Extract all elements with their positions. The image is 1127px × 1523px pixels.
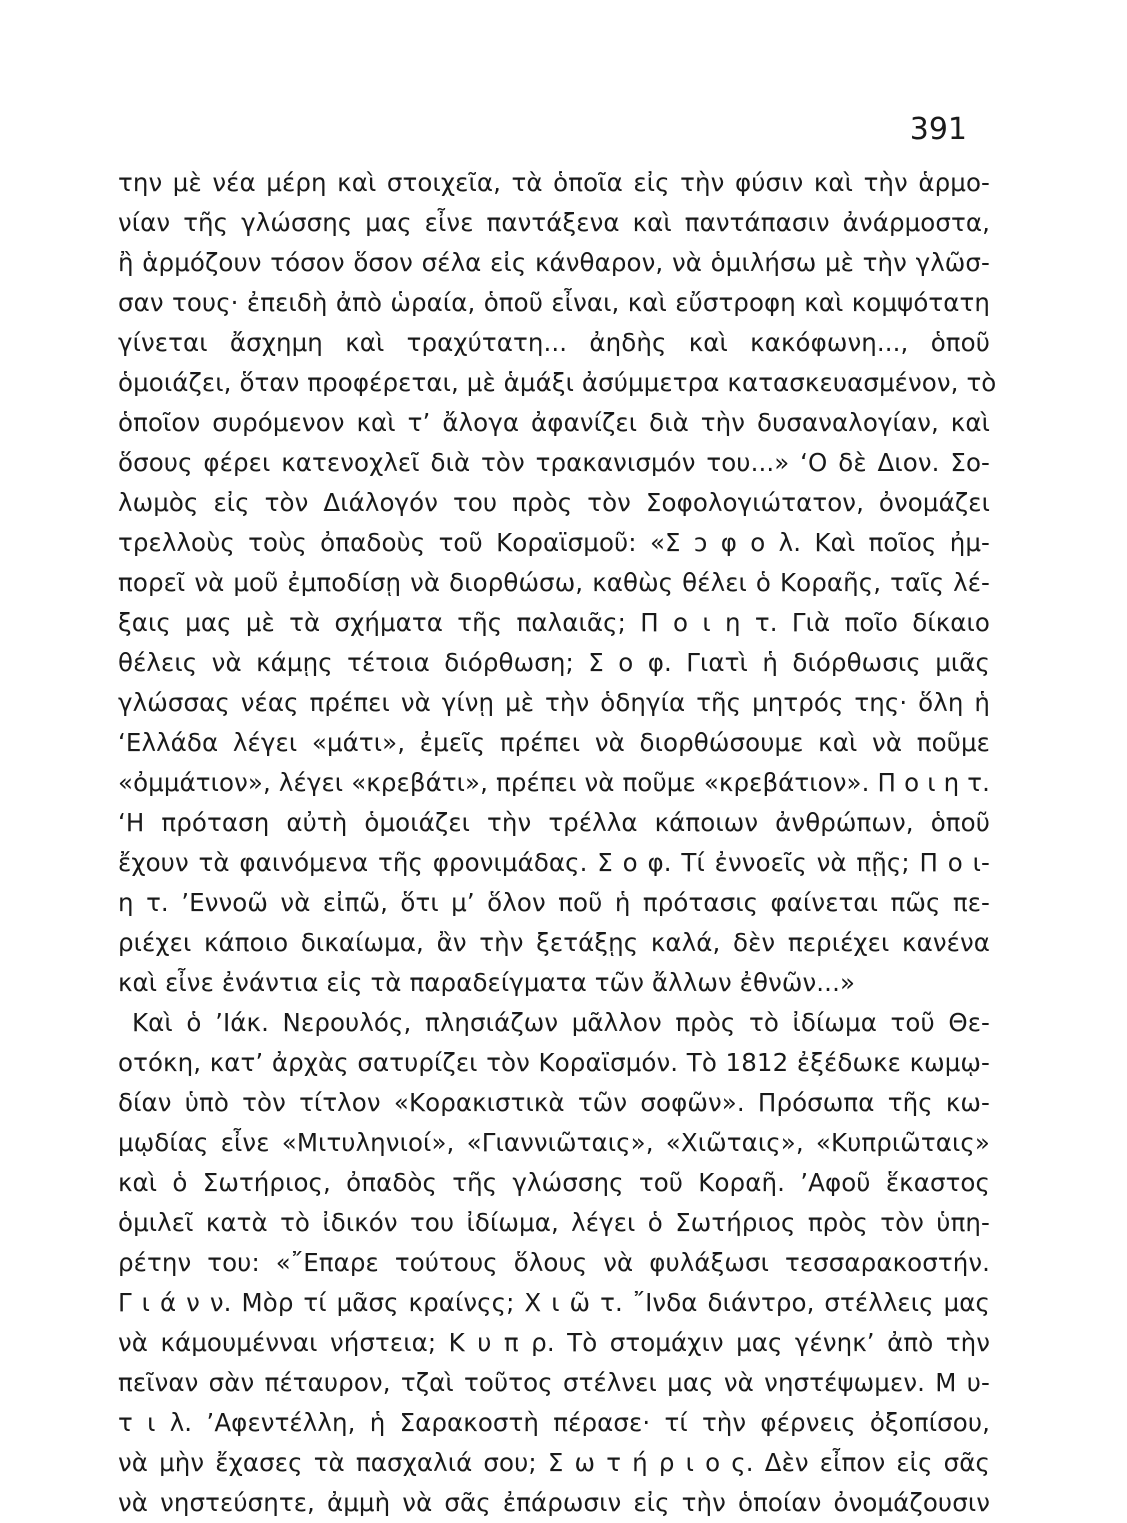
text-line: γλώσσας νέας πρέπει νὰ γίνῃ μὲ τὴν ὁδηγία τῆς μητρός της· ὅλη ἡ (118, 688, 990, 717)
text-line: νὰ κάμουμένναι νήστεια; Κ υ π ρ. Τὸ στομάχιν μας γένηκ’ ἀπὸ τὴν (118, 1328, 990, 1357)
text-line: ἔχουν τὰ φαινόμενα τῆς φρονιμάδας. Σ ο φ. Τί ἐννοεῖς νὰ πῇς; Π ο ι- (118, 848, 990, 877)
text-line: ὁμοιάζει, ὅταν προφέρεται, μὲ ἁμάξι ἀσύμμετρα κατασκευασμένον, τὸ (118, 368, 997, 397)
text-line: σαν τους· ἐπειδὴ ἀπὸ ὡραία, ὁποῦ εἶναι, καὶ εὔστροφη καὶ κομψότατη (118, 288, 990, 317)
text-line: ξαις μας μὲ τὰ σχήματα τῆς παλαιᾶς; Π ο ι η τ. Γιὰ ποῖο δίκαιο (118, 608, 990, 637)
text-line: καὶ εἶνε ἐνάντια εἰς τὰ παραδείγματα τῶν ἄλλων ἐθνῶν...» (118, 968, 856, 997)
text-line: ὅσους φέρει κατενοχλεῖ διὰ τὸν τρακανισμόν του...» ‘Ο δὲ Διον. Σο- (118, 448, 990, 477)
text-line: «ὀμμάτιον», λέγει «κρεβάτι», πρέπει νὰ ποῦμε «κρεβάτιον». Π ο ι η τ. (118, 768, 990, 797)
text-line: ὁποῖον συρόμενον καὶ τ’ ἄλογα ἀφανίζει διὰ τὴν δυσαναλογίαν, καὶ (118, 408, 990, 437)
text-line: θέλεις νὰ κάμῃς τέτοια διόρθωση; Σ ο φ. Γιατὶ ἡ διόρθωσις μιᾶς (118, 648, 990, 677)
text-line: δίαν ὑπὸ τὸν τίτλον «Κορακιστικὰ τῶν σοφῶν». Πρόσωπα τῆς κω- (118, 1088, 990, 1117)
text-line: ρέτην του: «῎Επαρε τούτους ὅλους νὰ φυλάξωσι τεσσαρακοστήν. (118, 1248, 990, 1277)
text-line: Καὶ ὁ ’Ιάκ. Νερουλός, πλησιάζων μᾶλλον πρὸς τὸ ἰδίωμα τοῦ Θε- (132, 1008, 990, 1037)
text-line: καὶ ὁ Σωτήριος, ὀπαδὸς τῆς γλώσσης τοῦ Κοραῆ. ’Αφοῦ ἕκαστος (118, 1168, 990, 1197)
text-line: γίνεται ἄσχημη καὶ τραχύτατη... ἀηδὴς καὶ κακόφωνη..., ὁποῦ (118, 328, 990, 357)
text-line: πορεῖ νὰ μοῦ ἐμποδίσῃ νὰ διορθώσω, καθὼς θέλει ὁ Κοραῆς, ταῖς λέ- (118, 568, 990, 597)
text-line: λωμὸς εἰς τὸν Διάλογόν του πρὸς τὸν Σοφολογιώτατον, ὀνομάζει (118, 488, 990, 517)
page-number: 391 (909, 112, 967, 147)
text-line: τ ι λ. ’Αφεντέλλη, ἡ Σαρακοστὴ πέρασε· τί τὴν φέρνεις ὀξοπίσου, (118, 1408, 990, 1437)
text-line: τρελλοὺς τοὺς ὀπαδοὺς τοῦ Κοραϊσμοῦ: «Σ ͻ φ ο λ. Καὶ ποῖος ἠμ- (118, 528, 990, 557)
text-line: ὁμιλεῖ κατὰ τὸ ἰδικόν του ἰδίωμα, λέγει ὁ Σωτήριος πρὸς τὸν ὑπη- (118, 1208, 990, 1237)
text-line: ‘Ελλάδα λέγει «μάτι», ἐμεῖς πρέπει νὰ διορθώσουμε καὶ νὰ ποῦμε (118, 728, 990, 757)
text-line: νὰ μὴν ἔχασες τὰ πασχαλιά σου; Σ ω τ ή ρ ι ο ς. Δὲν εἶπον εἰς σᾶς (118, 1448, 990, 1477)
body-text (118, 163, 997, 1523)
text-line: ‘Η πρόταση αὐτὴ ὁμοιάζει τὴν τρέλλα κάποιων ἀνθρώπων, ὁποῦ (118, 808, 990, 837)
text-line: ἢ ἁρμόζουν τόσον ὅσον σέλα εἰς κάνθαρον, νὰ ὁμιλήσω μὲ τὴν γλῶσ- (118, 248, 990, 277)
text-line: νὰ νηστεύσητε, ἀμμὴ νὰ σᾶς ἐπάρωσιν εἰς τὴν ὁποίαν ὀνομάζουσιν (118, 1488, 990, 1517)
text-line: μῳδίας εἶνε «Μιτυληνιοί», «Γιαννιῶταις», «Χιῶταις», «Κυπριῶταις» (118, 1128, 990, 1157)
text-line: την μὲ νέα μέρη καὶ στοιχεῖα, τὰ ὁποῖα εἰς τὴν φύσιν καὶ τὴν ἁρμο- (118, 168, 990, 197)
text-line: οτόκη, κατ’ ἀρχὰς σατυρίζει τὸν Κοραϊσμόν. Τὸ 1812 ἐξέδωκε κωμῳ- (118, 1048, 990, 1077)
text-line: η τ. ’Εννοῶ νὰ εἰπῶ, ὅτι μ’ ὅλον ποῦ ἡ πρότασις φαίνεται πῶς πε- (118, 888, 990, 917)
text-line: νίαν τῆς γλώσσης μας εἶνε παντάξενα καὶ παντάπασιν ἀνάρμοστα, (118, 208, 990, 237)
text-line: ριέχει κάποιο δικαίωμα, ἂν τὴν ξετάξῃς καλά, δὲν περιέχει κανένα (118, 928, 990, 957)
text-line: Γ ι ά ν ν. Μὸρ τί μᾶσς κραίνςς; Χ ι ῶ τ. ῎Ινδα διάντρο, στέλλεις μας (118, 1288, 990, 1317)
text-line: πεῖναν σὰν πέταυρον, τζαὶ τοῦτος στέλνει μας νὰ νηστέψωμεν. Μ υ- (118, 1368, 990, 1397)
